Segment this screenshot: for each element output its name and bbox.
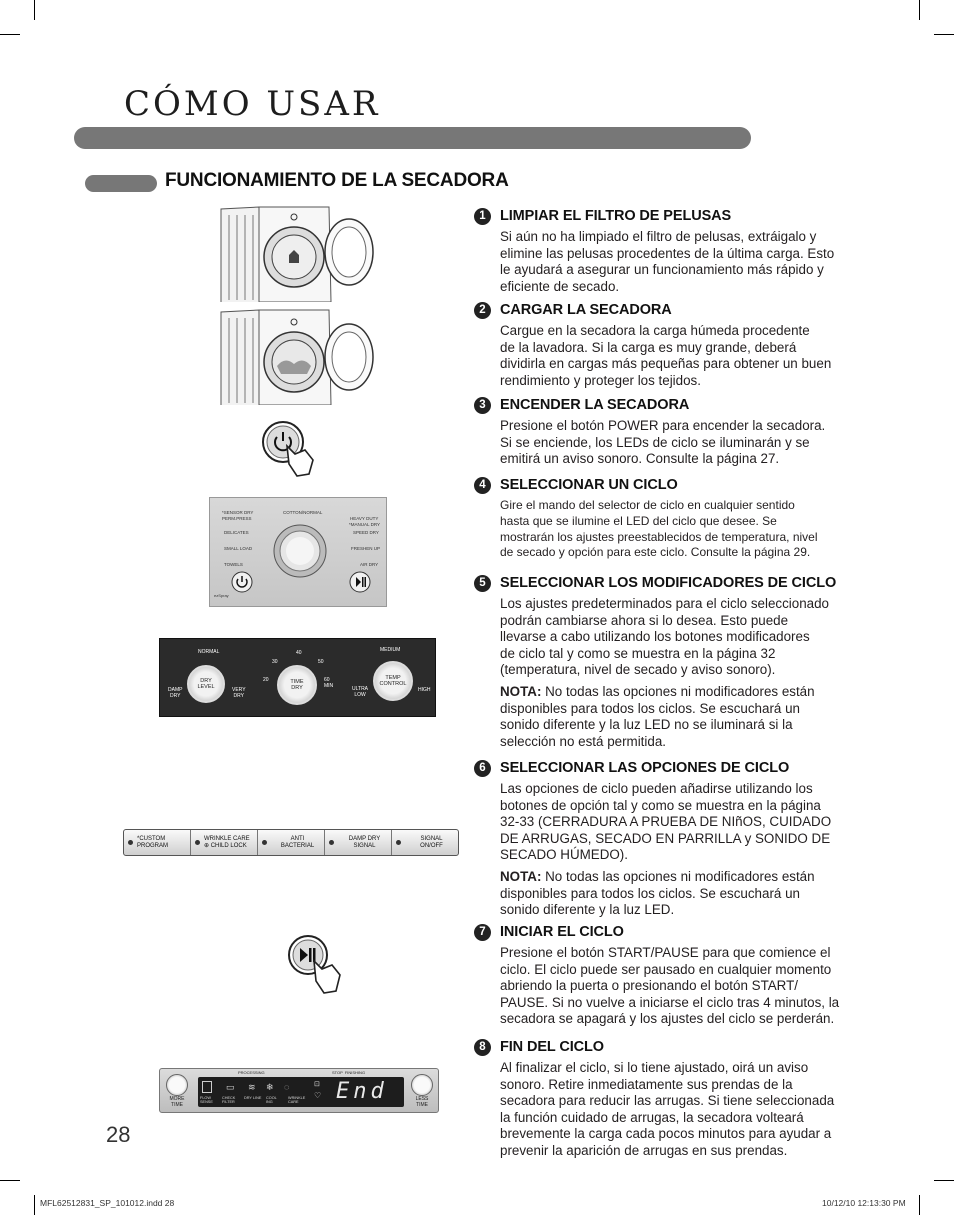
time-tick: 50 [318,659,324,665]
crop-mark [919,0,920,20]
step-title: ENCENDER LA SECADORA [500,397,690,413]
step-heading [474,759,869,777]
cycle-label: TOWELS [224,562,243,567]
start-pause-button-illustration [286,933,348,999]
step-note [500,684,869,750]
text-line: sonido diferente y la luz LED no se iluminará si la [500,717,793,733]
step-5 [474,574,869,750]
step-body [500,323,869,389]
step-4 [474,476,869,561]
button-label: DRY [200,678,212,684]
option-damp-dry-signal[interactable] [325,830,392,855]
time-tick-60 [324,677,333,689]
step-title: FIN DEL CICLO [500,1039,604,1055]
step-body [500,781,869,864]
step-heading [474,1038,869,1056]
led-indicator [195,840,200,845]
cycle-label: AIR DRY [360,562,379,567]
cycle-label: HEAVY DUTY [350,516,379,521]
cycle-label: SMALL LOAD [224,546,253,551]
step-heading [474,396,869,414]
text-line: Presione el botón START/PAUSE para que comience el [500,945,831,960]
text-line: DE ARRUGAS, SECADO EN PARRILLA y SONIDO DE [500,830,831,846]
less-time-label [410,1097,434,1108]
less-time-button[interactable] [411,1074,433,1096]
text-line: hasta que se ilumine el LED del ciclo que desee. Se [500,513,777,528]
step-1 [474,207,869,295]
option-label [405,836,458,849]
text-line: Si se enciende, los LEDs de ciclo se iluminarán y se [500,434,810,450]
text-line: (temperatura, nivel de secado y aviso sonoro). [500,662,776,678]
label-line: ⊕ CHILD LOCK [204,842,247,849]
indicator-labels [200,1096,310,1104]
display-panel [159,1068,439,1113]
display-screen [198,1077,404,1107]
check-filter-icon: ▭ [226,1082,235,1092]
step-3 [474,396,869,468]
label-line: WRINKLE CARE [204,836,250,842]
dryer-open-door-illustration [219,205,379,302]
dry-line-icon: ≋ [248,1082,256,1092]
text-line: Al finalizar el ciclo, si lo tiene ajustado, oirá un aviso [500,1060,809,1075]
text-line: Gire el mando del selector de ciclo en cualquier sentido [500,498,795,512]
step-6 [474,759,869,919]
step-title: INICIAR EL CICLO [500,924,624,940]
step-number: 8 [474,1039,491,1056]
options-button-bar [123,829,459,856]
step-body [500,418,869,468]
section-title: FUNCIONAMIENTO DE LA SECADORA [165,170,509,191]
dryer-loading-illustration [219,308,379,405]
note-label: NOTA: [500,683,542,699]
crop-mark [34,1195,35,1215]
text-line: Presione el botón POWER para encender la secadora. [500,418,826,433]
step-note [500,869,869,919]
label-line: BACTERIAL [280,842,315,849]
step-number: 6 [474,760,491,777]
cycle-label: COTTON/NORMAL [283,510,323,515]
option-label [338,836,391,849]
text-line: la función cuidado de arrugas, la secadora volteará [500,1109,804,1125]
label-line: DRY [169,693,181,699]
cycle-label: FRESHEN UP [351,546,381,551]
text-line: 32-33 (CERRADURA A PRUEBA DE NIñOS, CUIDADO [500,814,832,830]
led-indicator [128,840,133,845]
power-icon [230,570,254,594]
dry-level-very-label [232,687,246,699]
step-body [500,229,869,295]
cycle-label: SPEED DRY [353,530,379,535]
text-line: No todas las opciones ni modificadores están [541,868,815,884]
time-tick: 40 [296,650,302,656]
led-indicator [396,840,401,845]
label-line: DAMP [168,687,183,693]
label-line: MORE [169,1096,185,1102]
cycle-label: DELICATES [224,530,249,535]
step-heading [474,301,869,319]
step-2 [474,301,869,389]
step-heading [474,923,869,941]
power-button-illustration [259,420,321,482]
flow-sense-icon [202,1081,212,1093]
label-line: LOW [354,692,366,698]
button-label: TEMP [385,675,401,681]
step-body [500,945,869,1028]
button-label: CONTROL [379,681,407,687]
label-line: ANTI [290,836,305,842]
dry-level-button[interactable] [187,665,225,703]
button-label: DRY [291,685,303,691]
lock-icon: ⊡ [314,1081,320,1088]
step-number: 7 [474,924,491,941]
label-line: ON/OFF [420,842,443,849]
label-line: DRY [233,693,244,699]
text-line: brevemente la carga cada pocos minutos para ayudar a [500,1126,832,1142]
indicator-label: CHECK FILTER [222,1096,236,1104]
label-line: ULTRA [352,686,369,692]
dry-level-damp-label [168,687,182,699]
text-line: dividirla en cargas más pequeñas para obtener un buen [500,356,832,372]
note-label: NOTA: [500,868,542,884]
text-line: le ayudará a asegurar un funcionamiento más rápido y [500,262,824,278]
text-line: rendimiento y proteger los tejidos. [500,372,701,388]
time-tick: 20 [263,677,269,683]
crop-mark [919,1195,920,1215]
crop-mark [934,34,954,35]
button-label: TIME [290,679,304,685]
step-number: 1 [474,208,491,225]
step-title: SELECCIONAR LOS MODIFICADORES DE CICLO [500,575,837,591]
more-time-label [165,1097,189,1108]
text-line: Los ajustes predeterminados para el ciclo seleccionado [500,596,830,611]
text-line: podrán cambiarse ahora si lo desea. Esto puede [500,612,789,628]
text-line: de ciclo tal y como se muestra en la página 32 [500,645,776,661]
step-heading [474,207,869,225]
page-number: 28 [106,1122,131,1147]
more-time-button[interactable] [166,1074,188,1096]
label-line: LESS [415,1096,429,1102]
text-line: de la lavadora. Si la carga es muy grande, deberá [500,339,797,355]
brand-logo: ezSpray [214,593,229,598]
label-line: VERY [232,687,246,693]
crop-mark [0,34,20,35]
text-line: No todas las opciones ni modificadores están [541,683,815,699]
temp-control-button[interactable] [373,661,413,701]
cycle-dial-knob [272,518,328,580]
status-label: STOP [332,1070,343,1075]
start-pause-icon [348,570,372,594]
text-line: abriendo la puerta o presionando el botón START/ [500,978,799,994]
step-number: 2 [474,302,491,319]
step-title: SELECCIONAR LAS OPCIONES DE CICLO [500,760,790,776]
text-line: disponibles para todos los ciclos. Se escuchará un [500,885,800,901]
option-label [271,836,324,849]
label-line: SIGNAL [420,836,443,842]
text-line: emitirá un aviso sonoro. Consulte la página 27. [500,451,780,467]
step-heading [474,574,869,592]
text-line: de secado y opción para este ciclo. Consulte la página 29. [500,545,811,560]
text-line: secadora se apagará y los ajustes del ciclo se perderán. [500,1011,835,1027]
led-indicator [262,840,267,845]
indicator-label: DRY LINE [244,1096,262,1100]
text-line: mostrarán los ajustes preestablecidos de temperatura, nivel [500,529,818,544]
cycle-label: *MANUAL DRY [349,522,381,527]
text-line: selección no está permitida. [500,733,666,749]
page-title: CÓMO USAR [124,84,381,124]
text-line: llevarse a cabo utilizando los botones modificadores [500,629,810,645]
step-title: SELECCIONAR UN CICLO [500,477,678,493]
label-line: PROGRAM [137,842,169,849]
button-label: LEVEL [197,684,215,690]
step-number: 4 [474,477,491,494]
crop-mark [934,1180,954,1181]
title-rule [74,127,751,149]
text-line: eficiente de secado. [500,278,620,294]
footer-timestamp: 10/12/10 12:13:30 PM [822,1198,906,1208]
time-readout: End [336,1079,388,1104]
step-8 [474,1038,869,1160]
text-line: Las opciones de ciclo pueden añadirse utilizando los [500,781,813,796]
step-number: 5 [474,575,491,592]
indicator-label: FLOW SENSE [200,1096,213,1104]
cycle-selector-panel [209,497,387,607]
text-line: ciclo. El ciclo puede ser pausado en cualquier momento [500,961,832,977]
label-line: TIME [171,1101,183,1108]
indicator-label: COOL ING [266,1096,277,1104]
status-label: FINISHING [344,1070,366,1075]
option-label [137,836,168,849]
temp-high-label: HIGH [418,687,431,693]
label-line: TIME [416,1101,428,1108]
step-number: 3 [474,397,491,414]
note-first-line [500,869,869,886]
text-line: disponibles para todos los ciclos. Se escuchará un [500,700,800,716]
label-line: 60 [324,677,330,683]
label-line: DAMP DRY [348,836,381,842]
indicator-label: WRINKLE CARE [288,1096,306,1104]
led-indicator [329,840,334,845]
text-line: secadora para reducir las arrugas. Si tiene seleccionada [500,1093,835,1109]
cooling-icon: ❄ [266,1082,274,1092]
text-line: prevenir la aparición de arrugas en sus prendas. [500,1142,788,1158]
option-signal-on-off[interactable] [392,830,458,855]
step-heading [474,476,869,494]
text-line: Si aún no ha limpiado el filtro de pelusas, extráigalo y [500,229,817,244]
processing-label: PROCESSING [238,1070,265,1075]
time-tick: 30 [272,659,278,665]
option-custom-program[interactable] [124,830,191,855]
dry-level-normal-label: NORMAL [198,649,220,655]
text-line: PAUSE. Si no vuelve a iniciarse el ciclo tras 4 minutos, la [500,994,840,1010]
status-labels [332,1070,365,1075]
label-line: *CUSTOM [137,836,166,842]
cycle-modifiers-panel [159,638,436,717]
cycle-label: PERM.PRESS [222,516,252,521]
step-7 [474,923,869,1028]
note-first-line [500,684,869,701]
step-body [500,498,869,561]
option-anti-bacterial[interactable] [258,830,325,855]
label-line: SIGNAL [353,842,376,849]
text-line: botones de opción tal y como se muestra en la página [500,797,821,813]
temp-ultra-low-label [352,686,368,698]
time-dry-button[interactable] [277,665,317,705]
option-wrinkle-care[interactable] [191,830,258,855]
temp-medium-label: MEDIUM [380,647,401,653]
step-body [500,596,869,679]
text-line: Cargue en la secadora la carga húmeda procedente [500,323,810,338]
label-line: MIN [324,683,334,689]
text-line: sonido diferente y la luz LED. [500,902,675,918]
text-line: elimine las pelusas procedentes de la última carga. Esto [500,245,835,261]
wrinkle-care-icon: ◌ [284,1082,290,1092]
option-label [204,836,250,849]
text-line: SECADO HÚMEDO). [500,847,628,863]
step-title: LIMPIAR EL FILTRO DE PELUSAS [500,208,732,224]
footer-file-info: MFL62512831_SP_101012.indd 28 [40,1198,175,1208]
text-line: sonoro. Retire inmediatamente sus prendas de la [500,1076,793,1092]
step-title: CARGAR LA SECADORA [500,302,672,318]
crop-mark [0,1180,20,1181]
heart-icon: ♡ [314,1091,322,1100]
step-body [500,1060,869,1160]
cycle-label: *SENSOR DRY [222,510,254,515]
section-pill [85,175,157,192]
crop-mark [34,0,35,20]
